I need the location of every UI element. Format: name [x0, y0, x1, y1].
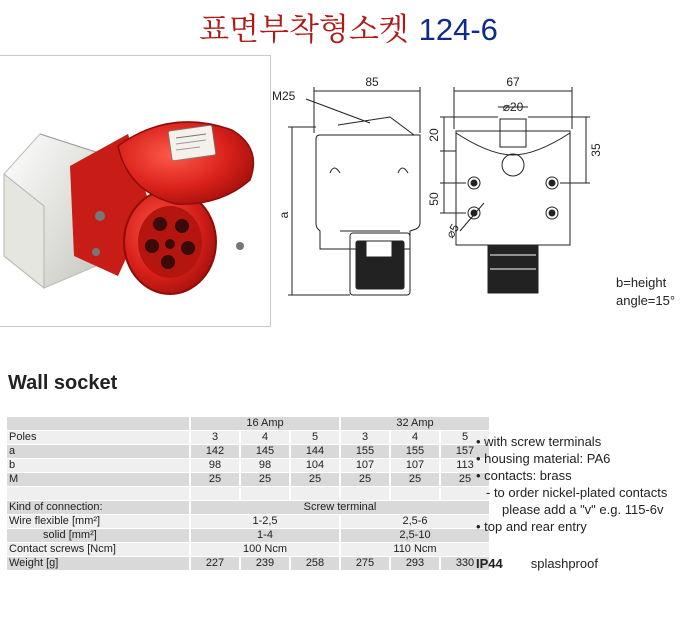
protection-rating: [476, 556, 598, 571]
note-b-height: b=height: [616, 275, 667, 290]
table-cell: 25: [191, 473, 239, 486]
row-label: [7, 529, 189, 542]
page-title: [0, 10, 697, 50]
table-row: [7, 543, 489, 556]
table-cell: 113: [441, 459, 489, 472]
table-cell: 157: [441, 445, 489, 458]
table-row: [7, 459, 489, 472]
table-cell: 2,5-6: [341, 515, 489, 528]
table-cell: 142: [191, 445, 239, 458]
feature-item: • housing material: PA6: [476, 451, 611, 466]
table-cell: 155: [341, 445, 389, 458]
table-cell: 5: [441, 431, 489, 444]
row-label: a: [7, 445, 189, 458]
table-row: [7, 557, 489, 570]
table-cell: 25: [241, 473, 289, 486]
table-cell: 227: [191, 557, 239, 570]
table-row: [7, 473, 489, 486]
table-cell: 5: [291, 431, 339, 444]
protection-text: splashproof: [530, 556, 598, 571]
note-angle: angle=15°: [616, 293, 676, 308]
title-model-code: 124-6: [418, 12, 498, 47]
spec-table: [5, 416, 491, 571]
table-cell: 100 Ncm: [191, 543, 339, 556]
table-cell: 110 Ncm: [341, 543, 489, 556]
table-cell: 25: [391, 473, 439, 486]
table-cell: 275: [341, 557, 389, 570]
table-cell: [7, 487, 189, 500]
table-cell: 258: [291, 557, 339, 570]
feature-item: • contacts: brass: [476, 468, 572, 483]
table-cell: 293: [391, 557, 439, 570]
table-row: [7, 529, 489, 542]
label-m25: M25: [272, 89, 296, 103]
table-cell: 25: [441, 473, 489, 486]
table-cell: 98: [191, 459, 239, 472]
row-label: M: [7, 473, 189, 486]
table-cell: 104: [291, 459, 339, 472]
feature-list: [476, 433, 667, 535]
table-row: [7, 431, 489, 444]
label-dim-35: 35: [589, 143, 603, 157]
label-width-front: 67: [506, 75, 520, 89]
table-cell: 98: [241, 459, 289, 472]
table-row: [7, 445, 489, 458]
table-cell: 330: [441, 557, 489, 570]
row-label: b: [7, 459, 189, 472]
product-photo: [0, 55, 271, 327]
label-hole-diameter: ⌀20: [502, 100, 524, 114]
dimension-drawing: [270, 55, 697, 325]
table-cell: 4: [241, 431, 289, 444]
label-dim-50: 50: [427, 192, 441, 206]
row-label: Weight [g]: [7, 557, 189, 570]
feature-item: - to order nickel-plated contacts: [486, 485, 668, 500]
socket-illustration: [0, 56, 270, 326]
label-dim-20: 20: [427, 128, 441, 142]
table-cell: 2,5-10: [341, 529, 489, 542]
table-cell: 3: [341, 431, 389, 444]
table-row: [7, 487, 489, 500]
group-16-amp: 16 Amp: [191, 417, 339, 430]
table-cell: 107: [341, 459, 389, 472]
label-width-side: 85: [365, 75, 379, 89]
table-cell: [291, 487, 339, 500]
section-heading: Wall socket: [8, 372, 118, 394]
label-a: a: [277, 211, 291, 219]
table-cell: 239: [241, 557, 289, 570]
table-cell: 4: [391, 431, 439, 444]
label-screw-diameter: ⌀5: [442, 221, 463, 241]
table-cell: 25: [291, 473, 339, 486]
table-cell: 144: [291, 445, 339, 458]
wire-flexible-unit: [mm²]: [71, 515, 101, 527]
table-cell: [191, 487, 239, 500]
row-label: Contact screws [Ncm]: [7, 543, 189, 556]
feature-item: • with screw terminals: [476, 434, 602, 449]
table-cell: 107: [391, 459, 439, 472]
table-row: [7, 501, 489, 514]
row-label: [7, 515, 189, 528]
table-cell: [241, 487, 289, 500]
table-cell: 145: [241, 445, 289, 458]
solid-unit: [mm²]: [68, 529, 97, 541]
table-row: [7, 515, 489, 528]
table-cell: [391, 487, 439, 500]
table-cell: 3: [191, 431, 239, 444]
group-32-amp: 32 Amp: [341, 417, 489, 430]
row-label: Kind of connection:: [7, 501, 189, 514]
row-label: Poles: [7, 431, 189, 444]
table-cell: 1-4: [191, 529, 339, 542]
table-cell: [341, 487, 389, 500]
solid-label: solid: [43, 529, 66, 541]
wire-flexible-label: Wire flexible: [9, 515, 69, 527]
title-korean: 표면부착형소켓: [199, 12, 409, 48]
table-row: [7, 417, 489, 430]
table-cell: 155: [391, 445, 439, 458]
kind-value: Screw terminal: [191, 501, 489, 514]
table-cell: [7, 417, 189, 430]
protection-code: IP44: [476, 556, 503, 571]
feature-item: • top and rear entry: [476, 519, 587, 534]
table-cell: 1-2,5: [191, 515, 339, 528]
table-cell: 25: [341, 473, 389, 486]
feature-item: please add a "v" e.g. 115-6v: [502, 502, 664, 517]
